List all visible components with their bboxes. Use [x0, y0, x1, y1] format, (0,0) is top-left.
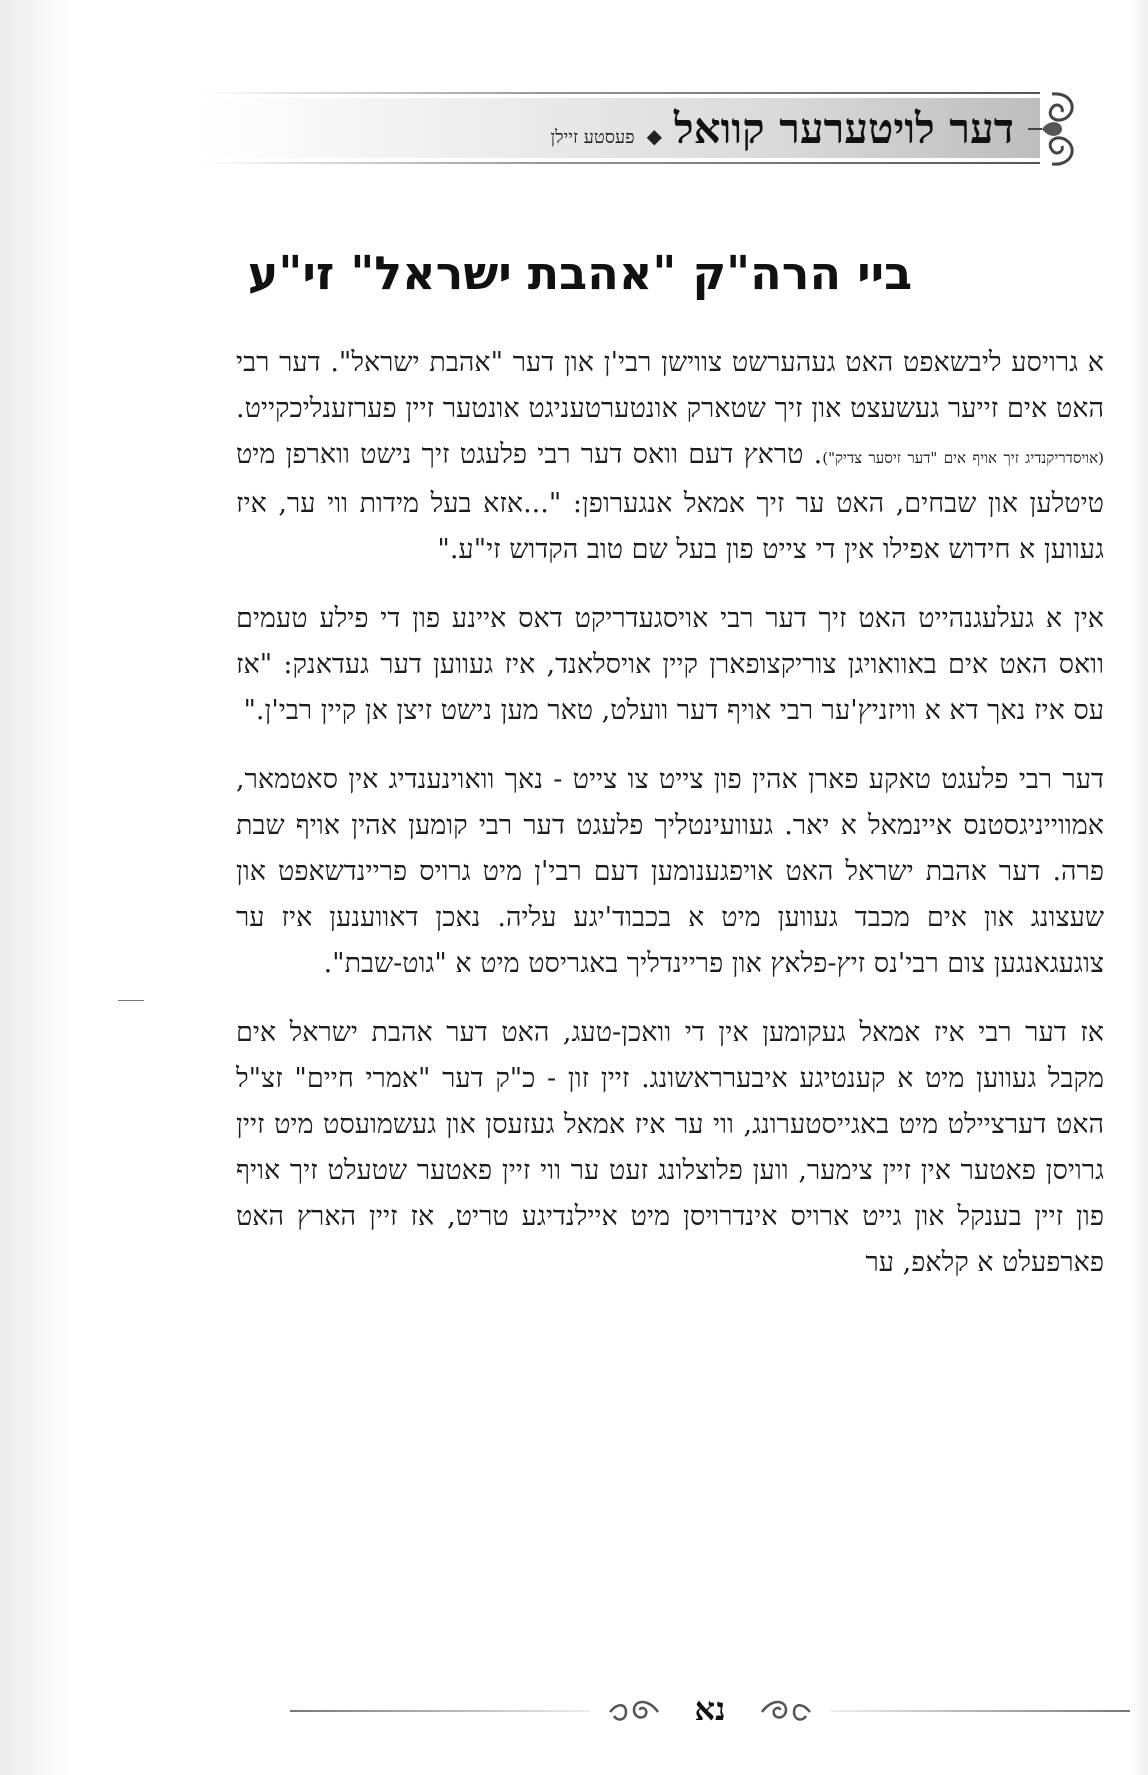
header-rule-top — [200, 92, 1040, 94]
footer-flourish-icon — [758, 1694, 814, 1730]
page-number: נא — [694, 1690, 726, 1728]
running-header — [200, 88, 1080, 166]
header-rule-bottom — [200, 162, 1040, 164]
flourish-ornament-icon — [1022, 88, 1080, 170]
article-body — [236, 340, 1104, 1309]
page-edge-shadow — [0, 0, 70, 1775]
paragraph-1-end: . טראץ דעם וואס דער רבי פלעגט זיך נישט ווארפן מיט טיטלען און שבחים, האט ער זיך אמאל אנגערופן: "...אזא בעל מידות ווי ער, איז געווען א חידוש אפילו אין די צייט פון בעל שם טוב הקדוש זי"ע." — [236, 439, 1104, 565]
page-footer — [290, 1690, 1130, 1734]
margin-mark — [118, 1000, 144, 1001]
book-title: דער לויטערער קוואל — [674, 104, 1014, 153]
page-edge-right — [1130, 0, 1148, 1775]
footer-flourish-icon — [606, 1694, 662, 1730]
header-separator: ◆ — [646, 124, 662, 148]
footer-rule-right — [830, 1710, 1130, 1712]
paragraph-4: אז דער רבי איז אמאל געקומען אין די וואכן-טעג, האט דער אהבת ישראל אים מקבל געווען מיט א קענטיגע איבערראשונג. זיין זון - כ"ק דער "אמרי חיים" זצ"ל האט דערציילט מיט באגייסטערונג, ווי ער איז אמאל געזעסן און געשמועסט מיט זיין גרויסן פאטער אין זיין צימער, ווען פלוצלונג זעט ער ווי זיין פאטער שטעלט זיך אויף פון זיין בענקל און גייט ארויס אינדרויסן מיט איילנדיגע טריט, אז זיין הארץ האט פארפעלט א קלאפ, ער — [236, 1017, 1104, 1278]
paragraph-1 — [236, 340, 1104, 573]
chapter-title: פעסטע זיילן — [550, 127, 635, 148]
footer-rule-left — [290, 1710, 590, 1712]
paragraph-2: אין א געלעגנהייט האט זיך דער רבי אויסגעדריקט דאס איינע פון די פילע טעמים וואס האט אים באוואויגן צוריקצופארן קיין אויסלאנד, איז געווען דער געדאנק: "אז עס איז נאך דא א וויזניץ'ער רבי אויף דער וועלט, טאר מען נישט זיצן אן קיין רבי'ן." — [236, 603, 1104, 726]
paragraph-1-main: א גרויסע ליבשאפט האט געהערשט צווישן רבי'ן און דער "אהבת ישראל". דער רבי האט אים זייער געשעצט און זיך שטארק אונטערטעניגט אונטער זיין פערזענליכקייט. — [236, 347, 1104, 424]
paragraph-3: דער רבי פלעגט טאקע פארן אהין פון צייט צו צייט - נאך וואוינענדיג אין סאטמאר, אמווייניגסטנס איינמאל א יאר. געוועינטליך פלעגט דער רבי קומען אהין אויף שבת פרה. דער אהבת ישראל האט אויפגענומען דעם רבי'ן מיט גרויס פריינדשאפט און שעצונג און אים מכבד געווען מיט א בכבוד'יגע עליה. נאכן דאווענען איז ער צוגעגאנגען צום רבי'נס זיץ-פלאץ און פריינדליך באגריסט מיט א "גוט-שבת". — [236, 764, 1104, 979]
header-text — [551, 104, 1015, 154]
article-title: ביי הרה"ק "אהבת ישראל" זי"ע — [247, 246, 913, 300]
paragraph-1-aside: (אויסדריקנדיג זיך אויף אים "דער זיסער צדיק") — [822, 449, 1104, 467]
